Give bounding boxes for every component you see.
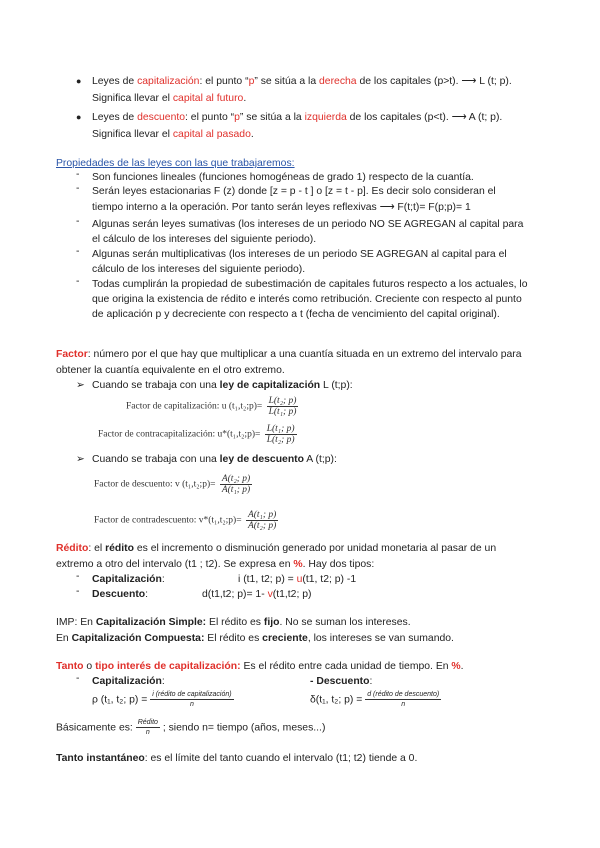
arrow-bullet-icon: ➢ — [76, 454, 85, 465]
bullet-dot: ● — [76, 112, 82, 122]
prop-stationary-1: Serán leyes estacionarias F (z) donde [z = p - t ] o [z = t - p]. Es decir solo consideran el — [92, 186, 496, 197]
prop-additive-1: Algunas serán leyes sumativas (los intereses de un periodo NO SE AGREGAN al capital para — [92, 219, 524, 230]
basically-line: Básicamente es: Rédito n ; siendo n= tiempo (años, meses...) — [56, 719, 326, 736]
discount-law-line: Cuando se trabaja con una ley de descuento A (t;p): — [92, 454, 337, 465]
redito-definition-2: extremo a otro del intervalo (t1 ; t2). Se expresa en %. Hay dos tipos: — [56, 559, 375, 570]
redito-discount-label: Descuento: — [92, 589, 149, 600]
prop-multiplicative-2: cálculo de los intereses del siguiente periodo). — [92, 264, 306, 275]
prop-multiplicative-1: Algunas serán multiplicativas (los intereses de un periodo SE AGREGAN al capital para el — [92, 249, 507, 260]
instant-rate-definition: Tanto instantáneo: es el límite del tanto cuando el intervalo (t1; t2) tiende a 0. — [56, 753, 418, 764]
dash-marker: - — [76, 571, 80, 582]
prop-additive-2: el cálculo de los intereses del siguiente periodo). — [92, 234, 317, 245]
dash-marker: - — [76, 246, 80, 257]
dash-marker: - — [76, 169, 80, 180]
imp-compound: En Capitalización Compuesta: El rédito es creciente, los intereses se van sumando. — [56, 633, 454, 644]
tanto-capitalization-label: Capitalización: — [92, 676, 165, 687]
capitalization-meaning: Significa llevar el capital al futuro. — [92, 93, 247, 104]
capitalization-line: Leyes de capitalización: el punto “p” se sitúa a la derecha de los capitales (p>t). ⟶ L (t; p). — [92, 76, 512, 87]
redito-discount-formula: d(t1,t2; p)= 1- v(t1,t2; p) — [202, 589, 312, 600]
prop-subestimation-2: que origina la existencia de rédito e interés como retribución. Creciente con respecto al punto — [92, 294, 522, 305]
discount-factor-formula: Factor de descuento: v (t₁,t₂;p)= $\frac{\text{A(t₂; p)}}{\text{A(t₁; p)}}$ — [94, 474, 251, 495]
discount-meaning: Significa llevar el capital al pasado. — [92, 129, 254, 140]
redito-definition-1: Rédito: el rédito es el incremento o disminución generado por unidad monetaria al pasar de un — [56, 543, 497, 554]
arrow-bullet-icon: ➢ — [76, 380, 85, 391]
tanto-discount-label: - Descuento: — [310, 676, 373, 687]
prop-stationary-2: tiempo interno a la operación. Por tanto serán leyes reflexivas ⟶ F(t;t)= F(p;p)= 1 — [92, 202, 471, 213]
imp-simple: IMP: En Capitalización Simple: El rédito es fijo. No se suman los intereses. — [56, 617, 411, 628]
dash-marker: - — [76, 183, 80, 194]
redito-capitalization-label: Capitalización: — [92, 574, 165, 585]
contradiscount-factor-formula: Factor de contradescuento: v*(t₁,t₂;p)= $\frac{\text{A(t₁; p)}}{\text{A(t₂; p)}}$ — [94, 510, 277, 531]
discount-line: Leyes de descuento: el punto “p” se sitúa a la izquierda de los capitales (p<t). ⟶ A (t; p). — [92, 112, 503, 123]
factor-definition-1: Factor: número por el que hay que multiplicar a una cuantía situada en un extremo del intervalo para — [56, 349, 522, 360]
prop-linear: Son funciones lineales (funciones homogéneas de grado 1) respecto de la cuantía. — [92, 172, 474, 183]
capitalization-law-line: Cuando se trabaja con una ley de capitalización L (t;p): — [92, 380, 353, 391]
delta-formula: δ(t₁, t₂; p) = d (rédito de descuento) n — [310, 691, 440, 708]
factor-definition-2: obtener la cuantía equivalente en el otro extremo. — [56, 365, 285, 376]
capitalization-factor-formula: Factor de capitalización: u (t₁,t₂;p)= $\frac{\text{L(t₂; p)}}{\text{L(t₁; p)}}$ — [126, 396, 297, 417]
contracapitalization-factor-formula: Factor de contracapitalización: u*(t₁,t₂;p)= $\frac{\text{L(t₁; p)}}{\text{L(t₂; p)}}$ — [98, 424, 295, 445]
redito-capitalization-formula: i (t1, t2; p) = u(t1, t2; p) -1 — [238, 574, 357, 585]
prop-subestimation-3: de aplicación p y decreciente con respecto a t (fecha de vencimiento del capital original). — [92, 309, 500, 320]
dash-marker: - — [76, 673, 80, 684]
dash-marker: - — [76, 586, 80, 597]
dash-marker: - — [76, 276, 80, 287]
properties-title: Propiedades de las leyes con las que trabajaremos: — [56, 158, 295, 169]
prop-subestimation-1: Todas cumplirán la propiedad de subestimación de capitales futuros respecto a los actuales, lo — [92, 279, 528, 290]
tanto-definition: Tanto o tipo interés de capitalización: Es el rédito entre cada unidad de tiempo. En %. — [56, 661, 464, 672]
bullet-dot: ● — [76, 76, 82, 86]
rho-formula: ρ (t₁, t₂; p) = i (rédito de capitalización) n — [92, 691, 232, 708]
dash-marker: - — [76, 216, 80, 227]
